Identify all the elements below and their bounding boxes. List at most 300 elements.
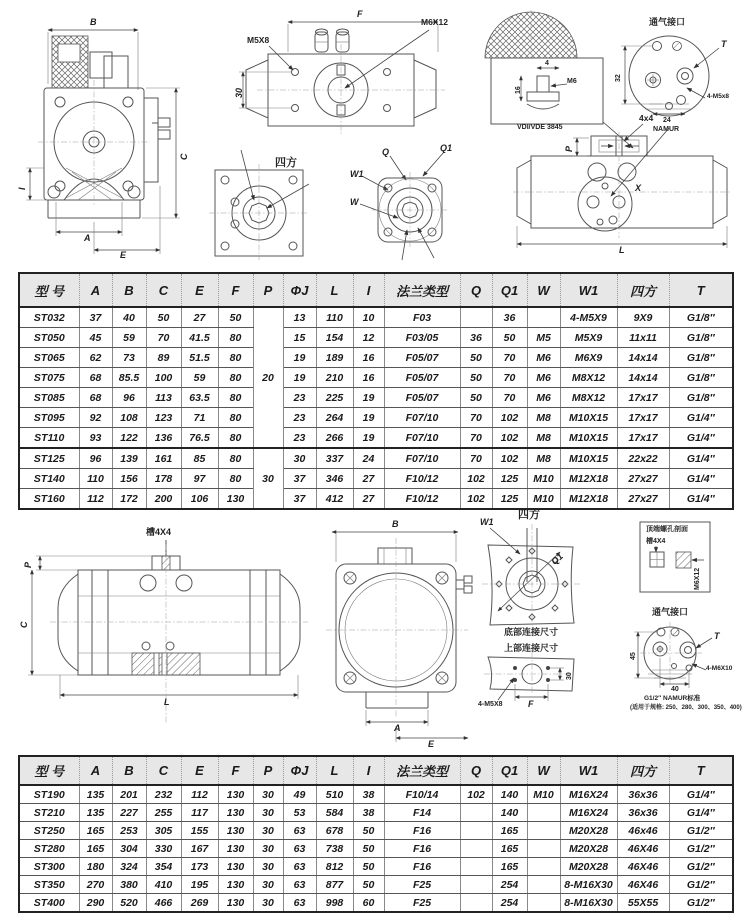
table-cell: 97 xyxy=(181,469,218,489)
drawing-side-view-large xyxy=(20,508,318,746)
table-cell: 173 xyxy=(181,858,218,876)
table-cell: 36x36 xyxy=(617,785,669,804)
column-header: E xyxy=(181,273,218,307)
model-cell: ST110 xyxy=(19,428,79,449)
table-cell: 80 xyxy=(218,408,253,428)
table-cell: 68 xyxy=(79,368,112,388)
table-cell xyxy=(527,307,560,328)
table-cell: 510 xyxy=(316,785,353,804)
table-cell: 40 xyxy=(112,307,146,328)
label-namur: NAMUR xyxy=(653,126,680,133)
column-header: 四方 xyxy=(617,756,669,785)
table-cell: 30 xyxy=(253,822,283,840)
column-header: Q1 xyxy=(492,273,527,307)
model-cell: ST350 xyxy=(19,876,79,894)
table-cell: G1/8″ xyxy=(669,368,733,388)
drawing-bottom-flange xyxy=(348,144,476,266)
table-cell: 165 xyxy=(492,840,527,858)
dim-label-p: P xyxy=(23,561,33,568)
table-cell: M10X15 xyxy=(560,448,617,469)
label-x: X xyxy=(635,183,642,193)
table-cell: F16 xyxy=(384,822,460,840)
table-cell: 50 xyxy=(353,876,384,894)
table-cell: 290 xyxy=(79,894,112,913)
table-cell: F10/12 xyxy=(384,489,460,510)
table-cell: 13 xyxy=(283,307,316,328)
model-cell: ST140 xyxy=(19,469,79,489)
table-cell: 156 xyxy=(112,469,146,489)
table-cell: 123 xyxy=(146,408,181,428)
model-cell: ST280 xyxy=(19,840,79,858)
table-cell: 60 xyxy=(353,894,384,913)
table-cell: 130 xyxy=(218,894,253,913)
table-cell: M6 xyxy=(527,388,560,408)
table-cell: 36 xyxy=(492,307,527,328)
table-cell xyxy=(460,840,492,858)
table-cell: 136 xyxy=(146,428,181,449)
table-cell: G1/4″ xyxy=(669,469,733,489)
table-cell: 63 xyxy=(283,858,316,876)
table-cell: 19 xyxy=(353,428,384,449)
table-cell: 14x14 xyxy=(617,368,669,388)
table-cell: G1/2″ xyxy=(669,894,733,913)
namur-models-caption: (适用于规格: 250、280、300、350、400) xyxy=(630,705,742,711)
table-cell: 410 xyxy=(146,876,181,894)
label-vdi-vde: VDI/VDE 3845 xyxy=(517,124,563,131)
table-cell: 80 xyxy=(218,348,253,368)
table-cell: 23 xyxy=(283,388,316,408)
table-cell: 50 xyxy=(146,307,181,328)
column-header: F xyxy=(218,273,253,307)
table-cell: M20X28 xyxy=(560,858,617,876)
table-cell: 269 xyxy=(181,894,218,913)
table-cell: 304 xyxy=(112,840,146,858)
table-row xyxy=(19,368,733,388)
table-cell: 49 xyxy=(283,785,316,804)
table-cell: G1/4″ xyxy=(669,448,733,469)
table-cell: 130 xyxy=(218,804,253,822)
table-cell: 812 xyxy=(316,858,353,876)
table-cell: 195 xyxy=(181,876,218,894)
dim-label-q1: Q1 xyxy=(440,143,453,153)
table-cell: 122 xyxy=(112,428,146,449)
table-cell: 140 xyxy=(492,804,527,822)
side-view-large-linework xyxy=(20,508,318,746)
table-cell: 9X9 xyxy=(617,307,669,328)
table-cell: 102 xyxy=(492,428,527,449)
column-header: 型 号 xyxy=(19,756,79,785)
table-cell: 17x17 xyxy=(617,428,669,449)
header-row xyxy=(19,756,733,785)
table-cell: G1/2″ xyxy=(669,840,733,858)
table-row xyxy=(19,822,733,840)
square-drive-linework xyxy=(203,146,333,264)
table-cell: 27x27 xyxy=(617,489,669,510)
table-cell: 37 xyxy=(79,307,112,328)
table-cell: G1/8″ xyxy=(669,388,733,408)
table-cell: 155 xyxy=(181,822,218,840)
column-header: Q xyxy=(460,273,492,307)
table-cell: 130 xyxy=(218,489,253,510)
table-cell: 130 xyxy=(218,822,253,840)
table-cell: 678 xyxy=(316,822,353,840)
table-cell: M12X18 xyxy=(560,469,617,489)
table-row xyxy=(19,894,733,913)
dim-label-32: 32 xyxy=(615,74,622,82)
table-cell: 412 xyxy=(316,489,353,510)
table-cell: 466 xyxy=(146,894,181,913)
column-header: 法兰类型 xyxy=(384,273,460,307)
table-cell xyxy=(527,840,560,858)
model-cell: ST400 xyxy=(19,894,79,913)
table-cell: 584 xyxy=(316,804,353,822)
table-cell: 30 xyxy=(253,876,283,894)
dimensions-table-small-models xyxy=(18,272,734,510)
table-cell: M16X24 xyxy=(560,785,617,804)
table-cell: 30 xyxy=(253,804,283,822)
table-cell: M8 xyxy=(527,448,560,469)
table-row xyxy=(19,489,733,510)
table-cell: F03/05 xyxy=(384,328,460,348)
table-cell: 305 xyxy=(146,822,181,840)
table-cell: 19 xyxy=(353,388,384,408)
table-cell: 36 xyxy=(460,328,492,348)
table-cell: F03 xyxy=(384,307,460,328)
table-row xyxy=(19,876,733,894)
table-cell: 10 xyxy=(353,307,384,328)
dim-label-p: P xyxy=(564,145,574,152)
table-cell: 27 xyxy=(353,489,384,510)
dim-label-30: 30 xyxy=(234,87,244,98)
table-cell: 96 xyxy=(79,448,112,469)
table-cell: 45 xyxy=(79,328,112,348)
thread-box-title: 顶端螺孔剖面 xyxy=(646,526,688,533)
table-cell: 12 xyxy=(353,328,384,348)
header-row xyxy=(19,273,733,307)
table-cell: 324 xyxy=(112,858,146,876)
table-cell: 30 xyxy=(253,858,283,876)
table-cell: M20X28 xyxy=(560,822,617,840)
table-cell: 337 xyxy=(316,448,353,469)
dim-label-l: L xyxy=(164,697,170,707)
table-cell: 110 xyxy=(316,307,353,328)
table-cell: G1/4″ xyxy=(669,804,733,822)
table-cell: 264 xyxy=(316,408,353,428)
dim-label-45: 45 xyxy=(630,652,637,660)
table-row xyxy=(19,307,733,328)
dim-label-l: L xyxy=(619,245,625,255)
column-header: A xyxy=(79,756,112,785)
column-header: 型 号 xyxy=(19,273,79,307)
column-header: E xyxy=(181,756,218,785)
table-cell: 70 xyxy=(492,348,527,368)
dim-label-a: A xyxy=(394,723,401,733)
table-cell: M10 xyxy=(527,469,560,489)
table-cell: 80 xyxy=(218,448,253,469)
table-cell: 102 xyxy=(460,489,492,510)
dim-label-c: C xyxy=(179,153,189,160)
label-4-m5x8: 4-M5X8 xyxy=(478,701,503,708)
table-cell: 36x36 xyxy=(617,804,669,822)
drawing-square-drive xyxy=(203,146,333,264)
table-cell: 23 xyxy=(283,428,316,449)
model-cell: ST160 xyxy=(19,489,79,510)
table-cell: 63 xyxy=(283,822,316,840)
table-cell xyxy=(460,858,492,876)
table-cell xyxy=(527,822,560,840)
model-cell: ST050 xyxy=(19,328,79,348)
table-cell: M8X12 xyxy=(560,388,617,408)
label-m6x12: M6X12 xyxy=(694,567,701,590)
column-header: A xyxy=(79,273,112,307)
table-cell: 167 xyxy=(181,840,218,858)
table-cell: G1/8″ xyxy=(669,328,733,348)
dim-label-f: F xyxy=(528,699,534,709)
table-cell: 59 xyxy=(112,328,146,348)
table-cell: 50 xyxy=(353,858,384,876)
table-cell: M8 xyxy=(527,428,560,449)
table-cell: 201 xyxy=(112,785,146,804)
table-cell: 254 xyxy=(492,894,527,913)
model-cell: ST065 xyxy=(19,348,79,368)
table-cell: 255 xyxy=(146,804,181,822)
table-cell: 130 xyxy=(218,840,253,858)
drawing-front-view-namur xyxy=(473,8,747,260)
table-row xyxy=(19,328,733,348)
column-header: C xyxy=(146,756,181,785)
table-cell: 139 xyxy=(112,448,146,469)
column-header: P xyxy=(253,756,283,785)
table-cell: M6 xyxy=(527,348,560,368)
table-cell: 161 xyxy=(146,448,181,469)
table-cell: 63 xyxy=(283,894,316,913)
namur-standard-caption: G1/2″ NAMUR标准 xyxy=(644,695,701,702)
table-cell: 253 xyxy=(112,822,146,840)
table-cell: M8X12 xyxy=(560,368,617,388)
dim-label-t: T xyxy=(721,39,727,49)
bottom-flange-linework xyxy=(348,144,476,266)
label-4x4: 4x4 xyxy=(639,113,654,123)
table-cell: M5X9 xyxy=(560,328,617,348)
table-cell xyxy=(527,804,560,822)
table-cell: G1/4″ xyxy=(669,489,733,510)
label-sifang: 四方 xyxy=(275,157,297,169)
table-cell: 15 xyxy=(283,328,316,348)
table-cell: M10X15 xyxy=(560,428,617,449)
front-view-linework xyxy=(473,8,747,260)
table-cell: 738 xyxy=(316,840,353,858)
column-header: I xyxy=(353,756,384,785)
table-cell: 23 xyxy=(283,408,316,428)
table-cell: 17x17 xyxy=(617,408,669,428)
table-cell: 102 xyxy=(460,469,492,489)
table-cell xyxy=(460,307,492,328)
table-cell: F07/10 xyxy=(384,448,460,469)
table-cell: 232 xyxy=(146,785,181,804)
label-4-m6x10: 4-M6X10 xyxy=(706,665,733,672)
table-cell: 20 xyxy=(253,307,283,448)
table-cell: 24 xyxy=(353,448,384,469)
air-port-title: 通气接口 xyxy=(652,607,689,617)
table-cell: 70 xyxy=(460,408,492,428)
dimensions-table-large-models xyxy=(18,755,734,913)
table-cell: F16 xyxy=(384,858,460,876)
table-cell: 63.5 xyxy=(181,388,218,408)
table-cell: 140 xyxy=(492,785,527,804)
table-cell: F10/14 xyxy=(384,785,460,804)
table-row xyxy=(19,804,733,822)
table-cell: 102 xyxy=(492,408,527,428)
table-cell: 41.5 xyxy=(181,328,218,348)
table-cell: 46X46 xyxy=(617,858,669,876)
side-view-linework xyxy=(8,10,193,262)
dim-label-e: E xyxy=(120,250,127,260)
table-cell: 172 xyxy=(112,489,146,510)
label-4-m5x8: 4-M5x8 xyxy=(707,93,730,100)
table-cell: 16 xyxy=(353,368,384,388)
table-cell: 50 xyxy=(460,388,492,408)
table-row xyxy=(19,858,733,876)
table-cell: 70 xyxy=(460,428,492,449)
table-cell: 70 xyxy=(460,448,492,469)
column-header: B xyxy=(112,756,146,785)
top-view-linework xyxy=(233,8,470,140)
table-cell: 165 xyxy=(492,858,527,876)
table-cell xyxy=(460,876,492,894)
table-cell: 113 xyxy=(146,388,181,408)
table-cell: M20X28 xyxy=(560,840,617,858)
table-cell: 17x17 xyxy=(617,388,669,408)
end-view-linework xyxy=(318,518,473,746)
table-cell xyxy=(527,858,560,876)
table-row xyxy=(19,388,733,408)
model-cell: ST250 xyxy=(19,822,79,840)
table-cell: F07/10 xyxy=(384,408,460,428)
table-cell: 30 xyxy=(253,840,283,858)
table-cell: 102 xyxy=(460,785,492,804)
dim-label-40: 40 xyxy=(671,686,679,693)
column-header: W1 xyxy=(560,756,617,785)
table-cell: M6X9 xyxy=(560,348,617,368)
table-cell: G1/4″ xyxy=(669,408,733,428)
dim-label-16: 16 xyxy=(515,86,522,94)
model-cell: ST190 xyxy=(19,785,79,804)
table-cell: F10/12 xyxy=(384,469,460,489)
table-cell: G1/2″ xyxy=(669,822,733,840)
table-cell: 19 xyxy=(283,368,316,388)
model-cell: ST125 xyxy=(19,448,79,469)
table-cell: 70 xyxy=(492,368,527,388)
table-cell: 112 xyxy=(79,489,112,510)
table-cell: 80 xyxy=(218,328,253,348)
table-cell: 50 xyxy=(492,328,527,348)
column-header: 法兰类型 xyxy=(384,756,460,785)
table-cell: 19 xyxy=(353,408,384,428)
table-cell: 50 xyxy=(218,307,253,328)
table-cell: 112 xyxy=(181,785,218,804)
column-header: T xyxy=(669,273,733,307)
table-cell: 85.5 xyxy=(112,368,146,388)
table-cell: 117 xyxy=(181,804,218,822)
table-cell: 270 xyxy=(79,876,112,894)
column-header: L xyxy=(316,756,353,785)
dim-label-c: C xyxy=(19,621,29,628)
table-cell: 51.5 xyxy=(181,348,218,368)
table-cell: 877 xyxy=(316,876,353,894)
dim-label-f: F xyxy=(357,9,363,19)
table-cell: 135 xyxy=(79,785,112,804)
model-cell: ST300 xyxy=(19,858,79,876)
table-cell: M10 xyxy=(527,785,560,804)
table-cell: 227 xyxy=(112,804,146,822)
model-cell: ST085 xyxy=(19,388,79,408)
table-cell: 92 xyxy=(79,408,112,428)
table-cell: M6 xyxy=(527,368,560,388)
table-cell: M10 xyxy=(527,489,560,510)
table-cell: 96 xyxy=(112,388,146,408)
column-header: I xyxy=(353,273,384,307)
dim-label-b: B xyxy=(392,519,399,529)
table-cell: 27 xyxy=(353,469,384,489)
label-m6x12: M6X12 xyxy=(421,17,448,27)
table-row xyxy=(19,408,733,428)
drawing-side-view-small xyxy=(8,10,193,262)
table-cell: 38 xyxy=(353,804,384,822)
table-cell: 37 xyxy=(283,469,316,489)
label-slot-4x4: 槽4X4 xyxy=(146,527,172,537)
table-cell: 266 xyxy=(316,428,353,449)
model-cell: ST210 xyxy=(19,804,79,822)
table-cell: 62 xyxy=(79,348,112,368)
dim-label-30: 30 xyxy=(566,672,573,680)
table-cell: 165 xyxy=(79,840,112,858)
table-cell: 50 xyxy=(353,840,384,858)
table-cell: 354 xyxy=(146,858,181,876)
table-cell: 130 xyxy=(218,785,253,804)
drawing-end-view-large xyxy=(318,518,473,749)
table-cell: F25 xyxy=(384,876,460,894)
table-cell: F05/07 xyxy=(384,388,460,408)
table-cell: 130 xyxy=(218,858,253,876)
table-cell: 46x46 xyxy=(617,822,669,840)
column-header: W xyxy=(527,756,560,785)
table-cell: 16 xyxy=(353,348,384,368)
table-cell: G1/4″ xyxy=(669,785,733,804)
table-cell: 154 xyxy=(316,328,353,348)
air-port-title: 通气接口 xyxy=(649,17,686,27)
table-cell: 30 xyxy=(253,448,283,509)
table-cell: 125 xyxy=(492,469,527,489)
model-cell: ST075 xyxy=(19,368,79,388)
table-cell: 46X46 xyxy=(617,876,669,894)
column-header: 四方 xyxy=(617,273,669,307)
column-header: L xyxy=(316,273,353,307)
top-conn-caption: 上部连接尺寸 xyxy=(504,643,559,653)
column-header: ΦJ xyxy=(283,756,316,785)
table-cell: 130 xyxy=(218,876,253,894)
dim-label-4: 4 xyxy=(545,60,549,67)
model-cell: ST032 xyxy=(19,307,79,328)
table-cell: 8-M16X30 xyxy=(560,876,617,894)
table-cell: 55X55 xyxy=(617,894,669,913)
column-header: B xyxy=(112,273,146,307)
table-cell: 70 xyxy=(146,328,181,348)
table-cell: 165 xyxy=(79,822,112,840)
table-cell: F05/07 xyxy=(384,368,460,388)
table-cell: 346 xyxy=(316,469,353,489)
table-cell: M8 xyxy=(527,408,560,428)
label-m6: M6 xyxy=(567,78,577,85)
